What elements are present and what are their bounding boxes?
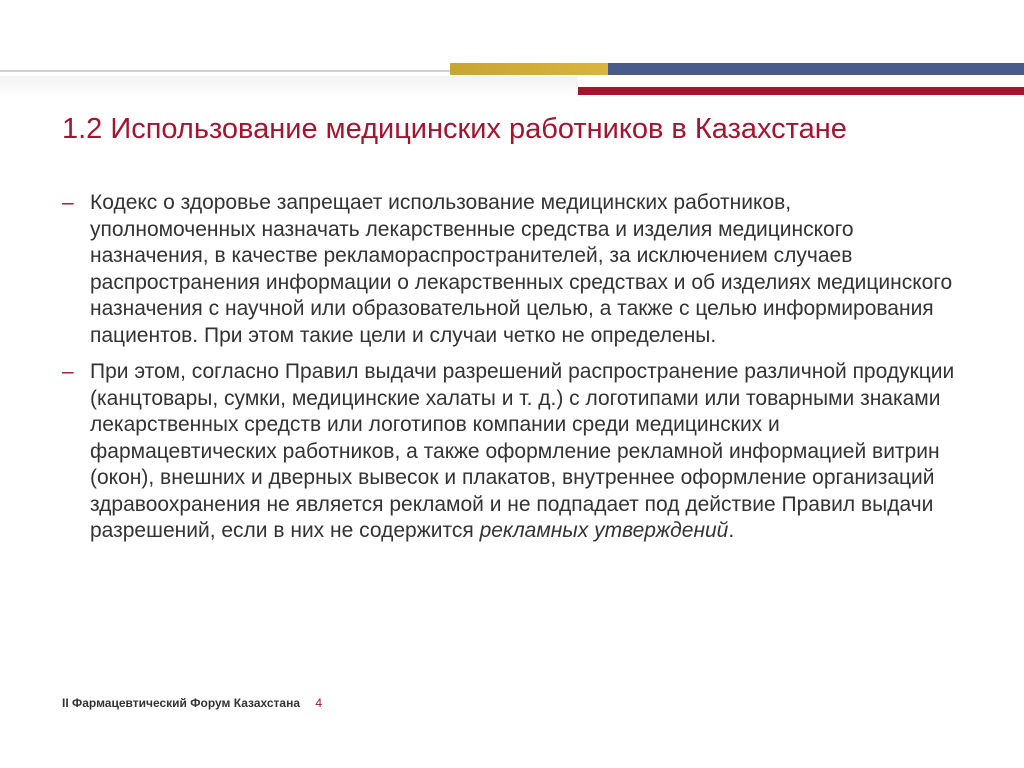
header-band-red (578, 87, 1024, 95)
bullet-dash: – (62, 360, 74, 383)
bullet-item (62, 190, 962, 349)
bullet-item (62, 359, 962, 545)
header-band-gray (0, 76, 578, 96)
header-band-gold (450, 63, 608, 75)
footer (62, 696, 322, 710)
slide-title: 1.2 Использование медицинских работников в Казахстане (62, 113, 847, 145)
footer-label: II Фармацевтический Форум Казахстана (62, 696, 301, 710)
bullet-text: При этом, согласно Правил выдачи разрешений распространение различной продукции (канцтовары, сумки, медицинские халаты и т. д.) с логотипами или товарными знаками лекарственных средств или логотипов компании среди медицинских и фармацевтических работников, а также оформление рекламной информацией витрин (окон), внешних и дверных вывесок и плакатов, внутреннее оформление организаций здравоохранения не является рекламой и не подпадает под действие Правил выдачи разрешений, если в них не содержится (90, 360, 955, 542)
bullet-dash: – (62, 191, 74, 214)
bullet-list (62, 190, 962, 555)
bullet-text: Кодекс о здоровье запрещает использование медицинских работников, уполномоченных назначать лекарственные средства и изделия медицинского назначения, в качестве рекламораспространителей, за исключением случаев распространения информации о лекарственных средствах и об изделиях медицинского назначения с научной или образовательной целью, а также с целью информирования пациентов. При этом такие цели и случаи четко не определены. (90, 191, 953, 347)
bullet-emphasis: рекламных утверждений (479, 519, 729, 542)
page-number: 4 (315, 696, 323, 710)
header-line-gray (0, 70, 450, 72)
header-band-blue (608, 63, 1024, 75)
bullet-tail: . (728, 519, 735, 542)
